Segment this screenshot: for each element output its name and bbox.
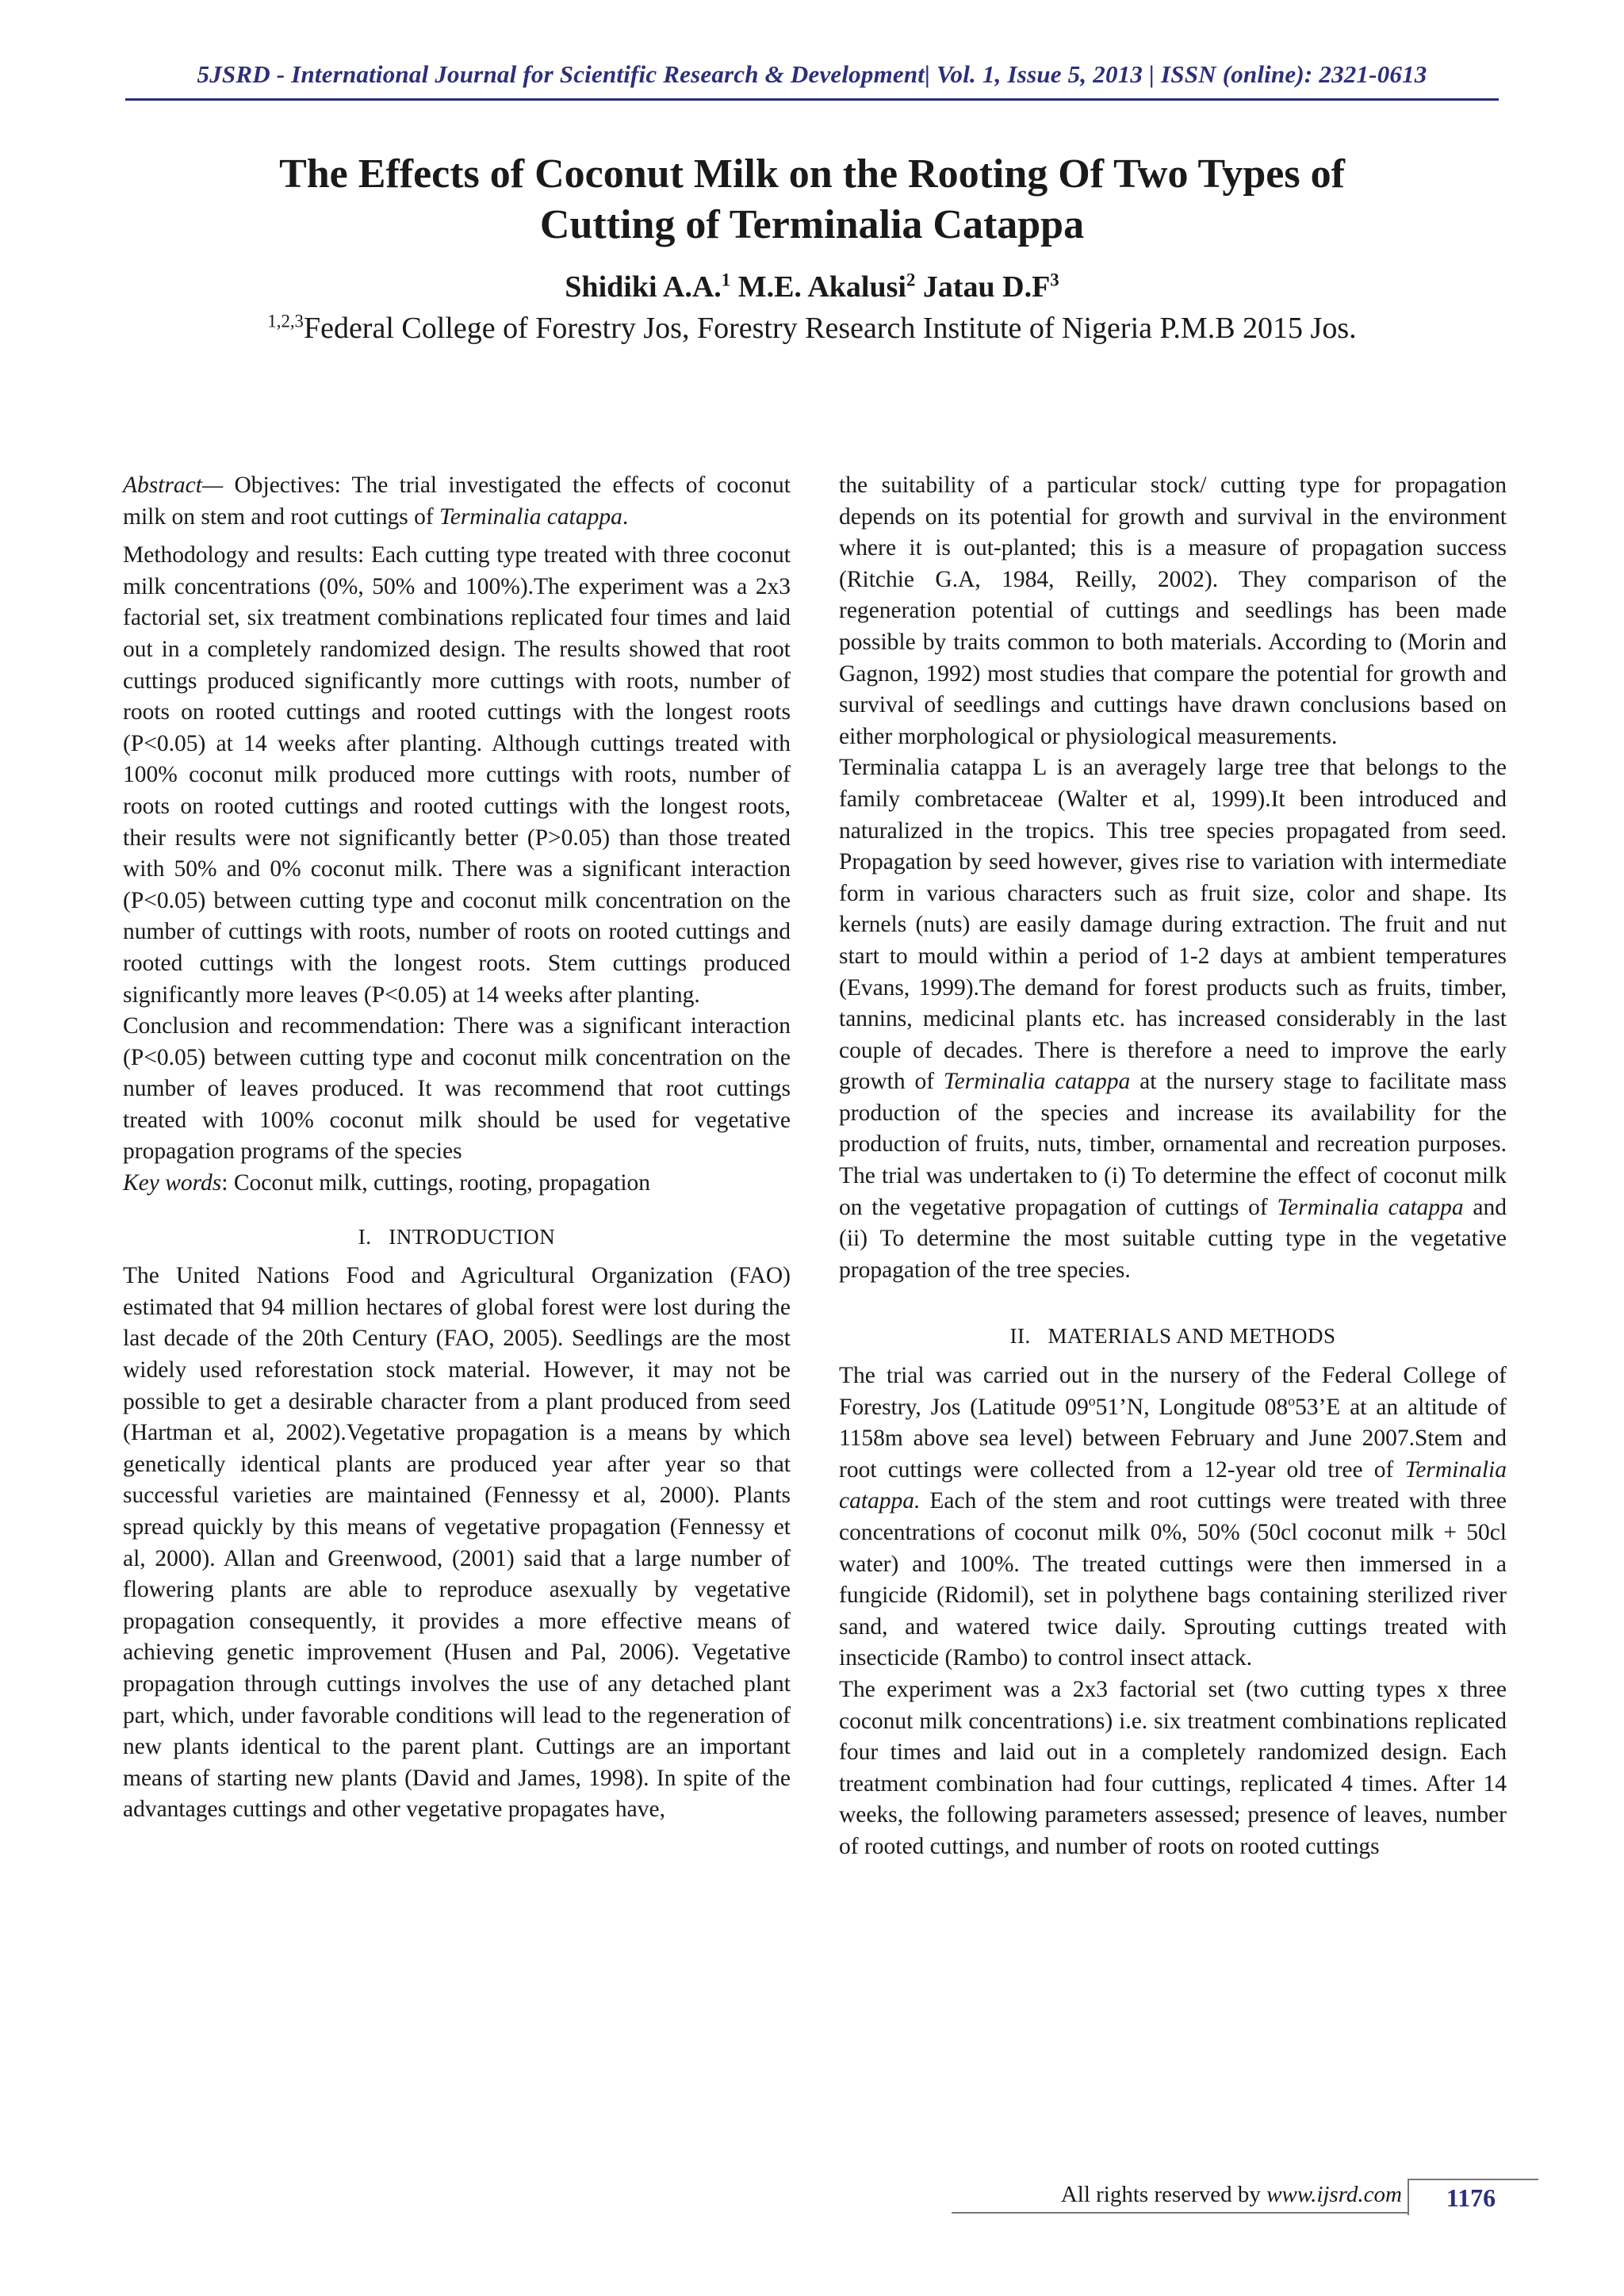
left-column (123, 470, 791, 1826)
keywords (123, 1168, 791, 1200)
footer-site-link[interactable]: www.ijsrd.com (1266, 2182, 1402, 2207)
running-header: 5JSRD - International Journal for Scientific Research & Development| Vol. 1, Issue 5, 2013 | ISSN (online): 2321-0613 (197, 60, 1427, 88)
intro-p3-text-a: Terminalia catappa L is an averagely large tree that belongs to the family combretaceae (Walter et al, 1999).It been introduced and naturalized in the tropics. This tree species propagated from seed. Propagation by seed however, gives rise to variation with intermediate form in various characters such as fruit size, color and shape. Its kernels (nuts) are easily damage during extraction. The fruit and nut start to mould within a period of 1-2 days at ambient temperatures (Evans, 1999).The demand for forest products such as fruits, timber, tannins, medicinal plants etc. has increased considerably in the last couple of decades. There is therefore a need to improve the early growth of (839, 755, 1507, 1095)
introduction-paragraph-3 (839, 752, 1507, 1286)
methods-p1-text-c: 53’E at an altitude of 1158m above sea level) between February and June 2007.Stem and root cuttings were collected from a 12-year old tree of (839, 1394, 1507, 1483)
species-name: Terminalia catappa. (839, 1456, 1507, 1514)
abstract-label: Abstract (123, 473, 202, 498)
author-list (159, 270, 1465, 304)
author-name: M.E. Akalusi (737, 270, 906, 304)
methods-p1-text-a: The trial was carried out in the nursery of the Federal College of Forestry, Jos (Latitude 09 (839, 1363, 1507, 1420)
abstract-objectives-end: . (622, 503, 629, 530)
article-title (159, 149, 1465, 251)
degree-mark: o (1288, 1392, 1295, 1409)
section-title-initial: I (389, 1224, 396, 1249)
methods-paragraph-2: The experiment was a 2x3 factorial set (two cutting types x three coconut milk concentrations) i.e. six treatment combinations replicated four times and laid out in a completely randomized design. Each treatment combination had four cuttings, replicated 4 times. After 14 weeks, the following parameters assessed; presence of leaves, number of rooted cuttings, and number of roots on rooted cuttings (839, 1676, 1507, 1859)
keywords-text: : Coconut milk, cuttings, rooting, propagation (221, 1170, 651, 1196)
abstract-conclusion: Conclusion and recommendation: There was a significant interaction (P<0.05) between cutting type and coconut milk concentration on the number of leaves produced. It was recommend that root cuttings treated with 100% coconut milk should be used for vegetative propagation programs of the species (123, 1013, 791, 1165)
section-number: II. (1009, 1324, 1031, 1349)
section-heading-introduction (123, 1222, 791, 1253)
affiliation-text: Federal College of Forestry Jos, Forestry Research Institute of Nigeria P.M.B 2015 Jos. (303, 312, 1357, 345)
footer-rights-text: All rights reserved by (1060, 2182, 1267, 2207)
author-affiliation-mark: 1 (721, 270, 731, 290)
author-affiliation-mark: 2 (906, 270, 916, 290)
degree-mark: o (1088, 1392, 1096, 1409)
author-name: Shidiki A.A. (565, 270, 722, 304)
author-name: Jatau D.F (922, 270, 1051, 304)
footer-divider (952, 2212, 1408, 2214)
title-line-2: Cutting of Terminalia Catappa (539, 202, 1085, 247)
intro-p3-text-b: at the nursery stage to facilitate mass production of the species and increase its availability for the production of fruits, nuts, timber, ornamental and recreation purposes. The trial was undertaken to (i) To determine the effect of coconut milk on the vegetative propagation of cuttings of (839, 1069, 1507, 1220)
species-name: Terminalia catappa (943, 1069, 1131, 1095)
abstract-dash: — (201, 473, 224, 498)
header-divider (125, 98, 1499, 101)
introduction-paragraph-1: The United Nations Food and Agricultural Organization (FAO) estimated that 94 million hectares of global forest were lost during the last decade of the 20th Century (FAO, 2005). Seedlings are the most widely used reforestation stock material. However, it may not be possible to get a desirable character from a plant produced from seed (Hartman et al, 2002).Vegetative propagation is a means by which genetically identical plants are produced year after year so that successful varieties are maintained (Fennessy et al, 2000). Plants spread quickly by this means of vegetative propagation (Fennessy et al, 2000). Allan and Greenwood, (2001) said that a large number of flowering plants are able to reproduce asexually by vegetative propagation consequently, it provides a more effective means of achieving genetic improvement (Husen and Pal, 2006). Vegetative propagation through cuttings involves the use of any detached plant part, which, under favorable conditions will lead to the regeneration of new plants identical to the parent plant. Cuttings are an important means of starting new plants (David and James, 1998). In spite of the advantages cuttings and other vegetative propagates have, (123, 1263, 791, 1823)
section-heading-materials-methods (839, 1321, 1507, 1353)
methods-p1-text-b: 51’N, Longitude 08 (1095, 1394, 1289, 1420)
species-name: Terminalia catappa (1277, 1194, 1464, 1220)
keywords-label: Key words (123, 1170, 222, 1196)
abstract-methodology: Methodology and results: Each cutting type treated with three coconut milk concentrations (0%, 50% and 100%).The experiment was a 2x3 factorial set, six treatment combinations replicated four times and laid out in a completely randomized design. The results showed that root cuttings produced significantly more cuttings with roots, number of roots on rooted cuttings and rooted cuttings with the longest roots (P<0.05) at 14 weeks after planting. Although cuttings treated with 100% coconut milk produced more cuttings with roots, number of roots on rooted cuttings and rooted cuttings with the longest roots, their results were not significantly better (P>0.05) than those treated with 50% and 0% coconut milk. There was a significant interaction (P<0.05) between cutting type and coconut milk concentration on the number of cuttings with roots, number of roots on rooted cuttings and rooted cuttings with the longest roots. Stem cuttings produced significantly more leaves (P<0.05) at 14 weeks after planting. (123, 542, 791, 1008)
methods-p1-text-d: Each of the stem and root cuttings were treated with three concentrations of coconut milk 0%, 50% (50cl coconut milk + 50cl water) and 100%. The treated cuttings were then immersed in a fungicide (Ridomil), set in polythene bags containing sterilized river sand, and watered twice daily. Sprouting cuttings treated with insecticide (Rambo) to control insect attack. (839, 1488, 1507, 1671)
footer-rights (952, 2182, 1402, 2208)
section-number: I. (358, 1224, 372, 1249)
abstract-objectives (123, 470, 791, 533)
page-number: 1176 (1446, 2183, 1496, 2212)
section-title-rest: ATERIALS AND METHODS (1067, 1324, 1336, 1349)
intro-p3-text-c: and (ii) To determine the most suitable cutting type in the vegetative propagation of the tree species. (839, 1194, 1507, 1283)
species-name: Terminalia catappa (439, 503, 622, 530)
abstract-objectives-text: Objectives: The trial investigated the effects of coconut milk on stem and root cuttings of (123, 473, 791, 530)
section-title-rest: NTRODUCTION (396, 1224, 556, 1249)
title-line-1: The Effects of Coconut Milk on the Rooting Of Two Types of (279, 151, 1345, 197)
author-affiliation-mark: 3 (1050, 270, 1059, 290)
right-column (839, 470, 1507, 1863)
section-title-initial: M (1048, 1324, 1067, 1349)
introduction-paragraph-2: the suitability of a particular stock/ cutting type for propagation depends on its potential for growth and survival in the environment where it is out-planted; this is a measure of propagation success (Ritchie G.A, 1984, Reilly, 2002). They comparison of the regeneration potential of cuttings and seedlings has been made possible by traits common to both materials. According to (Morin and Gagnon, 1992) most studies that compare the potential for growth and survival of seedlings and cuttings have drawn conclusions based on either morphological or physiological measurements. (839, 473, 1507, 749)
affiliation-mark: 1,2,3 (267, 311, 304, 331)
affiliation (119, 311, 1505, 346)
methods-paragraph-1 (839, 1360, 1507, 1674)
